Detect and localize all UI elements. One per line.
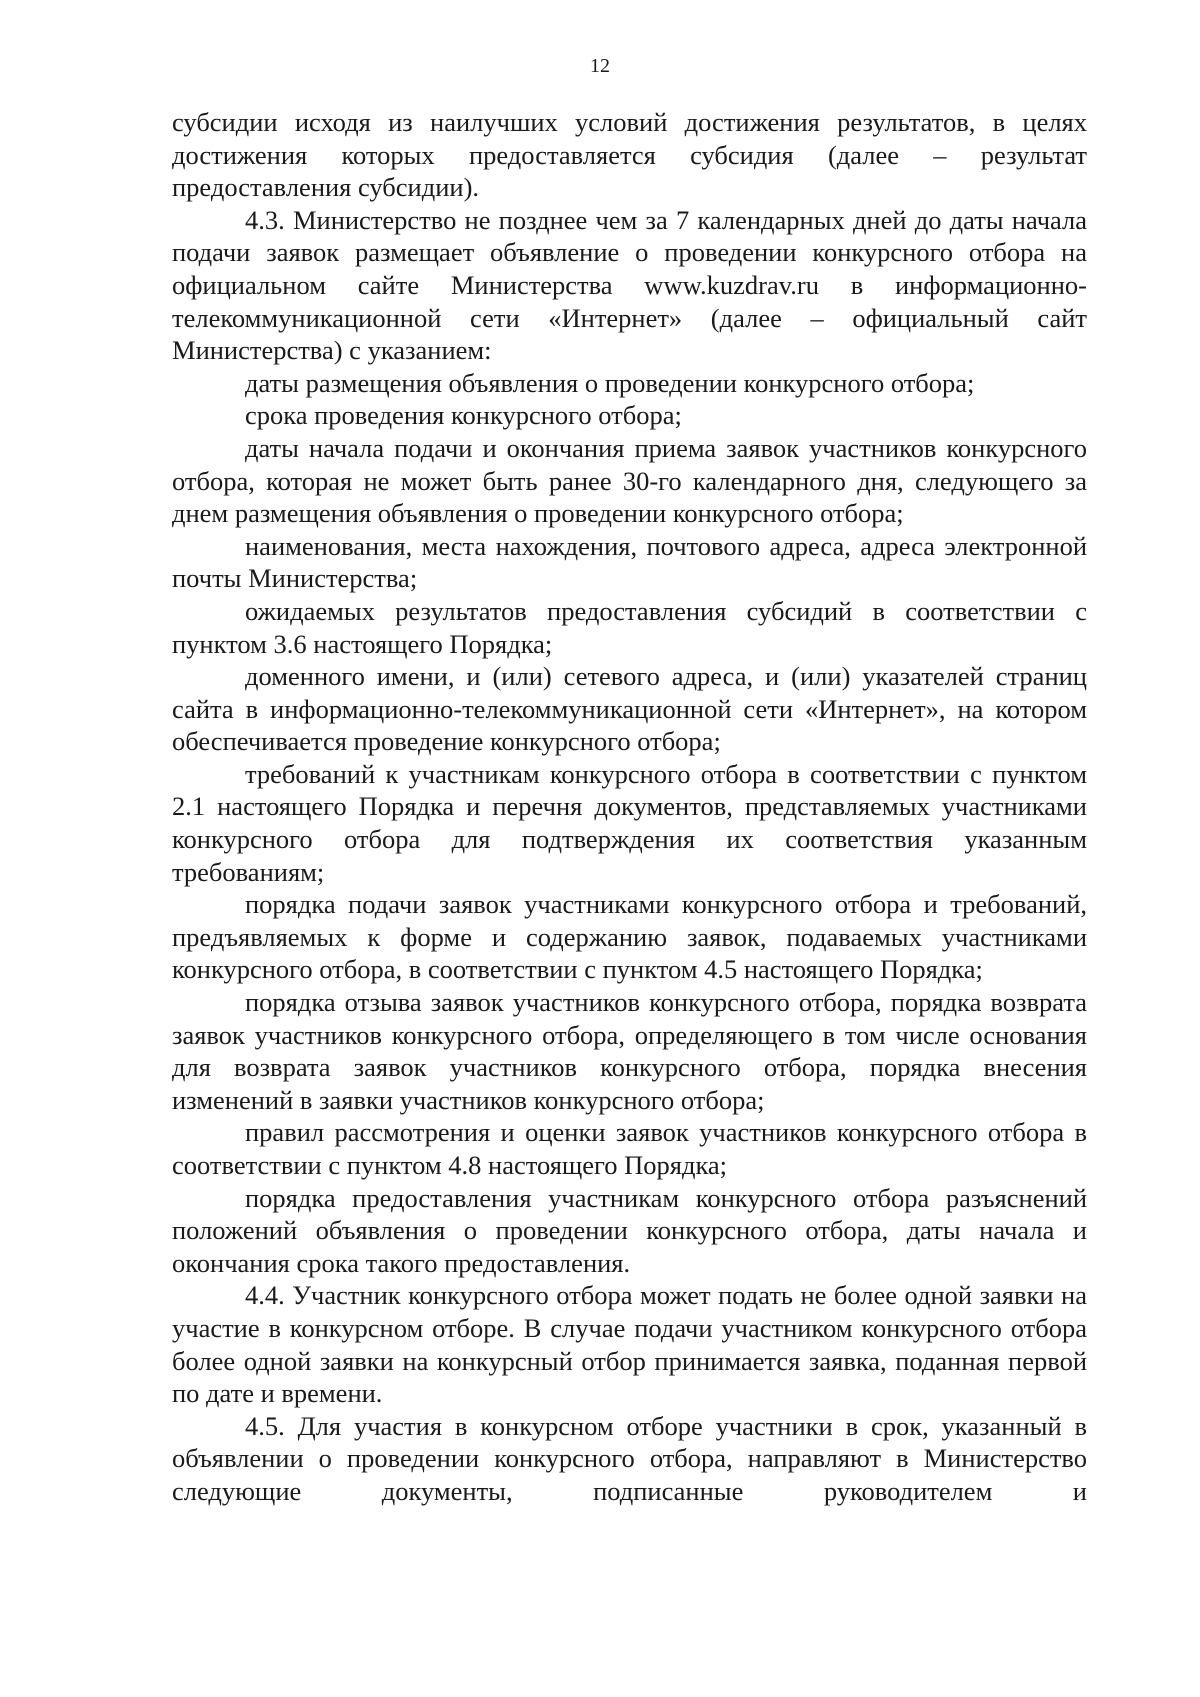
paragraph-4-3: 4.3. Министерство не позднее чем за 7 календарных дней до даты начала подачи заявок размещает объявление о проведении конкурсного отбора на официальном сайте Министерства www.kuzdrav.ru в информационно-телекоммуникационной сети «Интернет» (далее – официальный сайт Министерства) с указанием: bbox=[172, 204, 1087, 366]
paragraph-subsidy-result: субсидии исходя из наилучших условий достижения результатов, в целях достижения которых предоставляется субсидия (далее – результат предоставления субсидии). bbox=[172, 107, 1087, 203]
paragraph-4-4: 4.4. Участник конкурсного отбора может подать не более одной заявки на участие в конкурсном отборе. В случае подачи участником конкурсного отбора более одной заявки на конкурсный отбор принимается заявка, поданная первой по дате и времени. bbox=[172, 1280, 1087, 1409]
list-item-submission-procedure: порядка подачи заявок участниками конкурсного отбора и требований, предъявляемых к форме и содержанию заявок, подаваемых участниками конкурсного отбора, в соответствии с пунктом 4.5 настоящего Порядка; bbox=[172, 889, 1087, 985]
list-item-announcement-date: даты размещения объявления о проведении конкурсного отбора; bbox=[245, 367, 975, 398]
list-item-ministry-contacts: наименования, места нахождения, почтового адреса, адреса электронной почты Министерства; bbox=[172, 530, 1087, 594]
list-item-withdrawal-procedure: порядка отзыва заявок участников конкурсного отбора, порядка возврата заявок участников конкурсного отбора, определяющего в том числе основания для возврата заявок участников конкурсного отбора, порядка внесения изменений в заявки участников конкурсного отбора; bbox=[172, 987, 1087, 1115]
page-number: 12 bbox=[590, 55, 610, 77]
list-item-clarification-procedure: порядка предоставления участникам конкурсного отбора разъяснений положений объявления о проведении конкурсного отбора, даты начала и окончания срока такого предоставления. bbox=[172, 1182, 1087, 1278]
list-item-participant-requirements: требований к участникам конкурсного отбора в соответствии с пунктом 2.1 настоящего Порядка и перечня документов, представляемых участниками конкурсного отбора для подтверждения их соответствия указанным требованиям; bbox=[172, 758, 1087, 887]
list-item-expected-results: ожидаемых результатов предоставления субсидий в соответствии с пунктом 3.6 настоящего Порядка; bbox=[172, 595, 1087, 659]
list-item-domain-name: доменного имени, и (или) сетевого адреса, и (или) указателей страниц сайта в информационно-телекоммуникационной сети «Интернет», на котором обеспечивается проведение конкурсного отбора; bbox=[172, 661, 1087, 757]
list-item-evaluation-rules: правил рассмотрения и оценки заявок участников конкурсного отбора в соответствии с пунктом 4.8 настоящего Порядка; bbox=[172, 1117, 1087, 1180]
document-body bbox=[172, 106, 1087, 1508]
paragraph-4-5: 4.5. Для участия в конкурсном отборе участники в срок, указанный в объявлении о проведении конкурсного отбора, направляют в Министерство следующие документы, подписанные руководителем и bbox=[172, 1410, 1087, 1506]
list-item-selection-period: срока проведения конкурсного отбора; bbox=[245, 400, 682, 431]
list-item-application-dates: даты начала подачи и окончания приема заявок участников конкурсного отбора, которая не может быть ранее 30-го календарного дня, следующего за днем размещения объявления о проведении конкурсного отбора; bbox=[172, 432, 1087, 529]
